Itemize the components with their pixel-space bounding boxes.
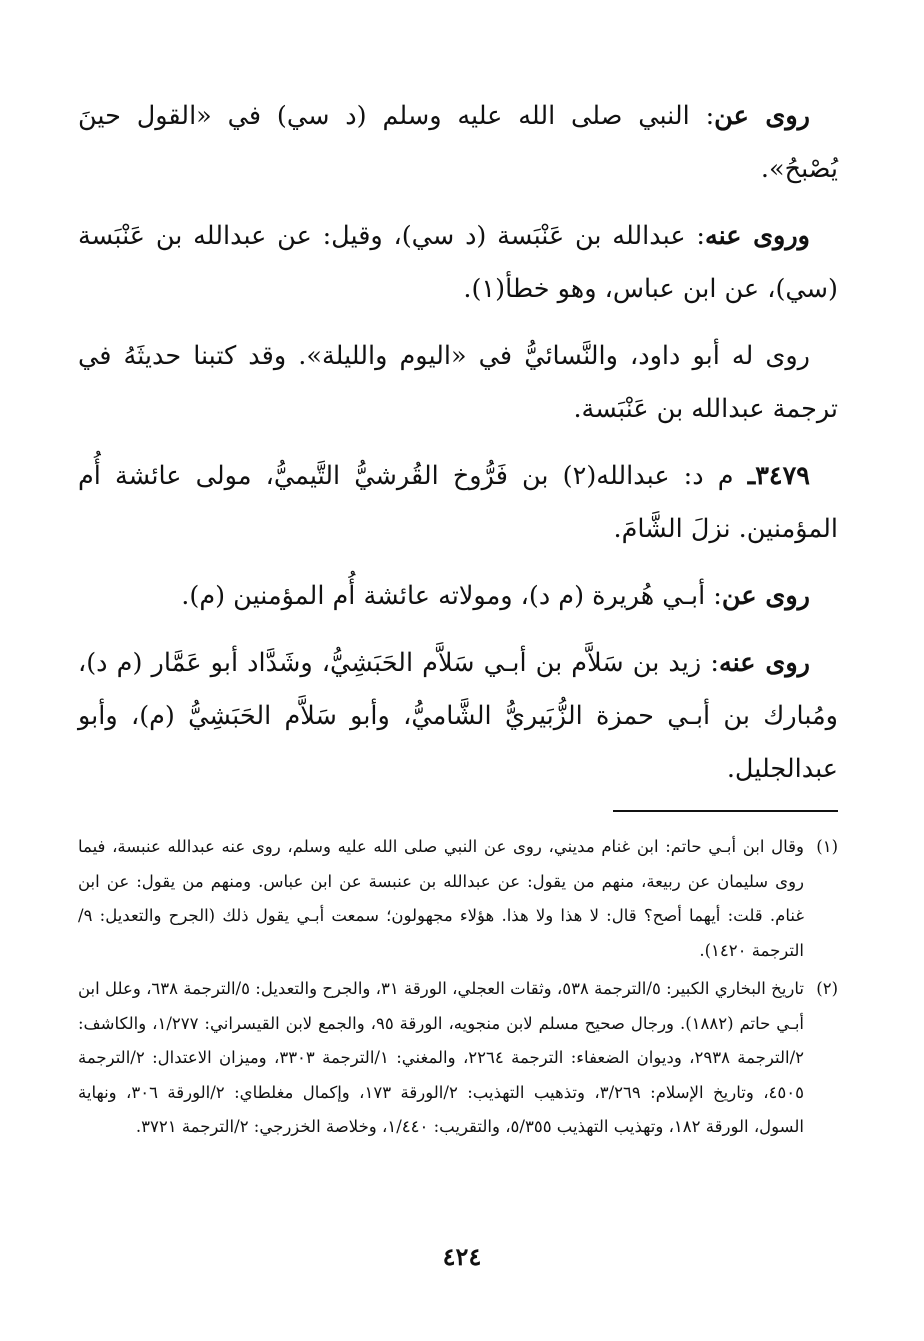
footnotes	[78, 830, 838, 1145]
label-entry-narrated-by: روى عنه	[718, 648, 811, 678]
footnote-text: وقال ابن أبـي حاتم: ابن غنام مديني، روى عن النبي صلى الله عليه وسلم، روى عنه عبدالله عنبسة، فيما روى سليمان عن ربيعة، منهم من يقول: عن عبدالله بن عنبسة عن ابن عباس. ومنهم من يقول: عن ابن غنام. قلت: أيهما أصح؟ قال: لا هذا ولا هذا. هؤلاء مجهولون؛ سمعت أبـي يقول ذلك (الجرح والتعديل: ٩/الترجمة ١٤٢٠).	[78, 837, 804, 960]
footnote-marker: (٢)	[816, 979, 838, 998]
label-narrated-by: وروى عنه	[704, 221, 810, 251]
entry-number: ٣٤٧٩ـ	[747, 461, 810, 491]
paragraph-entry-narrated-by	[78, 637, 838, 796]
footnote-marker: (١)	[816, 837, 838, 856]
paragraph-narrated-for	[78, 330, 838, 436]
entry-3479	[78, 450, 838, 556]
text-entry-narrated-from: : أبـي هُريرة (م د)، ومولاته عائشة أُم المؤمنين (م).	[181, 581, 722, 611]
page-number: ٤٢٤	[442, 1242, 482, 1271]
paragraph-narrated-from	[78, 90, 838, 196]
text-narrated-by: : عبدالله بن عَنْبَسة (د سي)، وقيل: عن عبدالله بن عَنْبَسة (سي)، عن ابن عباس، وهو خطأ(١).	[78, 221, 838, 304]
paragraph-entry-narrated-from	[78, 570, 838, 623]
entry-text: م د: عبدالله(٢) بن فَرُّوخ القُرشيُّ التَّيميُّ، مولى عائشة أُم المؤمنين. نزلَ الشَّامَ.	[78, 461, 838, 544]
footnote-1	[78, 830, 838, 968]
text-entry-narrated-by: : زيد بن سَلاَّم بن أبـي سَلاَّم الحَبَشِيُّ، وشَدَّاد أبو عَمَّار (م د)، ومُبارك بن أبـي حمزة الزُّبَيريُّ الشَّاميُّ، وأبو سَلاَّم الحَبَشِيُّ (م)، وأبو عبدالجليل.	[78, 648, 838, 784]
footnote-2	[78, 972, 838, 1145]
label-narrated-from: روى عن	[714, 101, 810, 131]
paragraph-narrated-by	[78, 210, 838, 316]
footnote-separator	[613, 810, 838, 812]
label-entry-narrated-from: روى عن	[721, 581, 810, 611]
page-body	[78, 90, 838, 1149]
footnote-text: تاريخ البخاري الكبير: ٥/الترجمة ٥٣٨، وثقات العجلي، الورقة ٣١، والجرح والتعديل: ٥/الترجمة ٦٣٨، وعلل ابن أبـي حاتم (١٨٨٢). ورجال صحيح مسلم لابن منجويه، الورقة ٩٥، والجمع لابن القيسراني: ١/٢٧٧، والكاشف: ٢/الترجمة ٢٩٣٨، وديوان الضعفاء: الترجمة ٢٢٦٤، والمغني: ١/الترجمة ٣٣٠٣، وميزان الاعتدال: ٢/الترجمة ٤٥٠٥، وتاريخ الإسلام: ٣/٢٦٩، وتذهيب التهذيب: ٢/الورقة ١٧٣، وإكمال مغلطاي: ٢/الورقة ٣٠٦، ونهاية السول، الورقة ١٨٢، وتهذيب التهذيب ٥/٣٥٥، والتقريب: ١/٤٤٠، وخلاصة الخزرجي: ٢/الترجمة ٣٧٢١.	[78, 979, 805, 1136]
main-text	[78, 90, 838, 796]
text-narrated-from: : النبي صلى الله عليه وسلم (د سي) في «القول حينَ يُصْبحُ».	[78, 101, 838, 184]
text-narrated-for: روى له أبو داود، والنَّسائيُّ في «اليوم والليلة». وقد كتبنا حديثَهُ في ترجمة عبدالله بن عَنْبَسة.	[78, 341, 838, 424]
